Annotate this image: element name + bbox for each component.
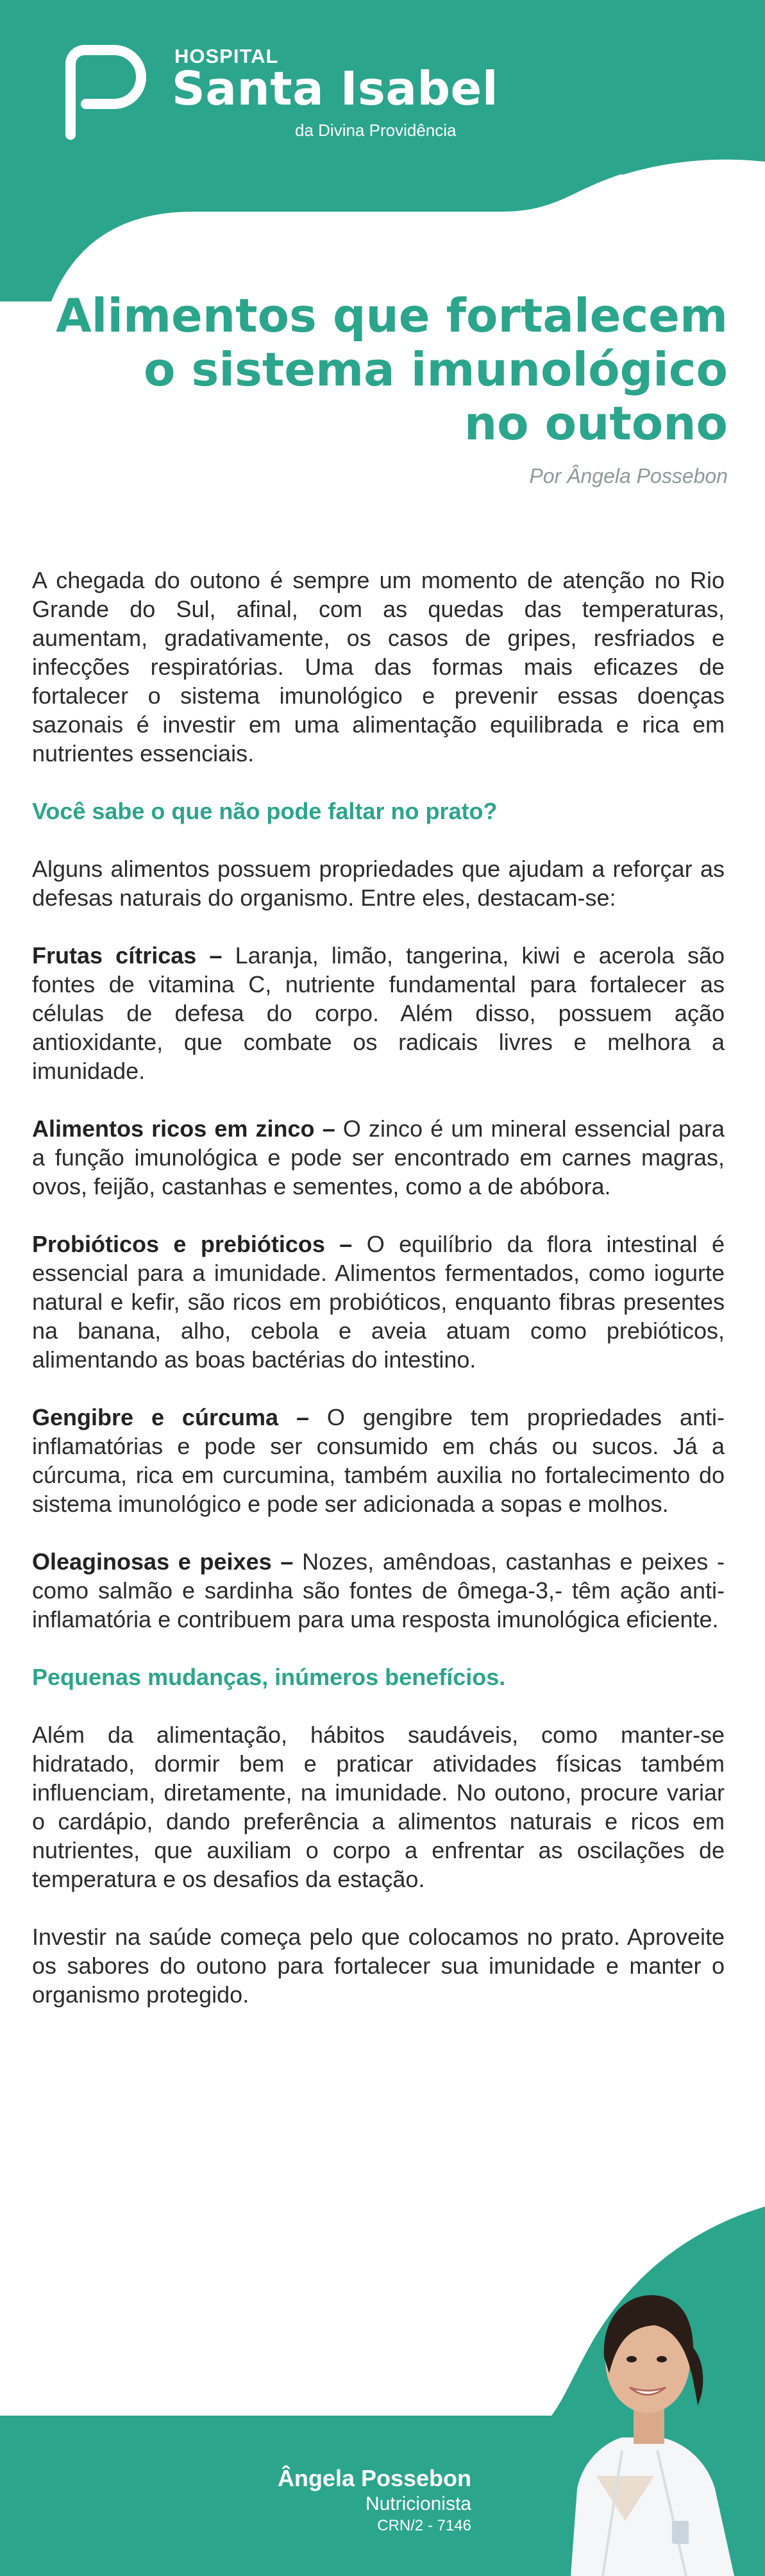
author-crn: CRN/2 - 7146	[377, 2517, 471, 2534]
hospital-subtitle: da Divina Providência	[295, 121, 457, 140]
food-item-text: Nozes, amêndoas, castanhas e peixes - como salmão e sardinha são fontes de ômega-3,- têm ação anti-inflamatória e contribuem para uma resposta imunológica eficiente.	[32, 1548, 725, 1632]
author-card	[278, 2464, 471, 2536]
article-title-line: o sistema imunológico	[143, 343, 728, 396]
food-item-term: Gengibre e cúrcuma –	[32, 1404, 309, 1430]
author-name: Ângela Possebon	[277, 2465, 471, 2491]
closing-paragraph: Investir na saúde começa pelo que colocamos no prato. Aproveite os sabores do outono para fortalecer sua imunidade e manter o organismo protegido.	[32, 1924, 725, 2008]
hospital-name: Santa Isabel	[172, 62, 499, 115]
article-author: Por Ângela Possebon	[529, 464, 728, 487]
nutritionist-photo	[494, 2245, 750, 2576]
section-subtitle: Você sabe o que não pode faltar no prato?	[32, 798, 498, 824]
food-item-text: Laranja, limão, tangerina, kiwi e acerola são fontes de vitamina C, nutriente fundamental para fortalecer as células de defesa do corpo. Além disso, possuem ação antioxidante, que combate os radicais livres e melhora a imunidade.	[32, 942, 725, 1084]
article-title-line: no outono	[464, 396, 728, 450]
food-item	[32, 1547, 725, 1634]
hospital-logo-icon	[56, 38, 153, 141]
food-item-term: Oleaginosas e peixes –	[32, 1548, 294, 1575]
food-item	[32, 1114, 725, 1201]
article-title-block	[26, 289, 728, 488]
article-title-line: Alimentos que fortalecem	[55, 289, 728, 343]
section-subtitle: Pequenas mudanças, inúmeros benefícios.	[32, 1664, 506, 1690]
food-item	[32, 941, 725, 1085]
food-item-term: Frutas cítricas –	[32, 942, 223, 969]
lead-paragraph: Alguns alimentos possuem propriedades que ajudam a reforçar as defesas naturais do organismo. Entre eles, destacam-se:	[32, 856, 725, 911]
food-item-text: O equilíbrio da flora intestinal é essencial para a imunidade. Alimentos fermentados, como iogurte natural e kefir, são ricos em probióticos, enquanto fibras presentes na banana, alho, cebola e aveia atuam como prebióticos, alimentando as boas bactérias do intestino.	[32, 1231, 725, 1373]
food-item-term: Probióticos e prebióticos –	[32, 1231, 353, 1257]
article-body	[32, 566, 725, 2038]
food-item	[32, 1403, 725, 1518]
intro-paragraph: A chegada do outono é sempre um momento de atenção no Rio Grande do Sul, afinal, com as quedas das temperaturas, aumentam, gradativamente, os casos de gripes, resfriados e infecções respiratórias. Uma das formas mais eficazes de fortalecer o sistema imunológico e prevenir essas doenças sazonais é investir em uma alimentação equilibrada e rica em nutrientes essenciais.	[32, 567, 725, 767]
hospital-label: HOSPITAL	[174, 45, 279, 67]
food-item	[32, 1230, 725, 1374]
food-item-text: O zinco é um mineral essencial para a função imunológica e pode ser encontrado em carnes magras, ovos, feijão, castanhas e sementes, como a de abóbora.	[32, 1115, 725, 1199]
author-role: Nutricionista	[365, 2493, 471, 2514]
food-item-text: O gengibre tem propriedades anti-inflamatórias e pode ser consumido em chás ou sucos. Já a cúrcuma, rica em curcumina, também auxilia no fortalecimento do sistema imunológico e pode ser adicionada a sopas e molhos.	[32, 1404, 725, 1517]
food-item-term: Alimentos ricos em zinco –	[32, 1115, 335, 1142]
closing-paragraph: Além da alimentação, hábitos saudáveis, como manter-se hidratado, dormir bem e praticar atividades físicas também influenciam, diretamente, na imunidade. No outono, procure variar o cardápio, dando preferência a alimentos naturais e ricos em nutrientes, que auxiliam o corpo a enfrentar as oscilações de temperatura e os desafios da estação.	[32, 1722, 725, 1892]
